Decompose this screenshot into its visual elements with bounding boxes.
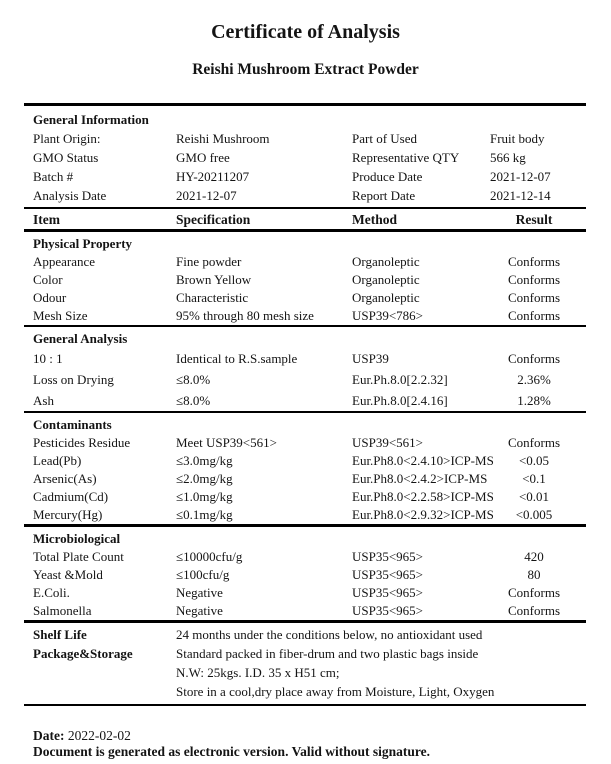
table-row [33, 289, 586, 307]
table-row [33, 602, 586, 620]
result-cell: 2.36% [517, 372, 551, 387]
item-cell: Color [33, 272, 63, 287]
specification-cell: Meet USP39<561> [176, 435, 277, 450]
info-label: Produce Date [352, 169, 423, 184]
section-general-analysis [0, 348, 611, 411]
specification-cell: ≤0.1mg/kg [176, 507, 233, 522]
table-row [33, 548, 586, 566]
specification-cell: Negative [176, 585, 223, 600]
item-cell: Salmonella [33, 603, 92, 618]
specification-cell: ≤2.0mg/kg [176, 471, 233, 486]
section-heading-physical-property: Physical Property [33, 236, 133, 251]
table-row [33, 253, 586, 271]
date-value: 2022-02-02 [67, 728, 131, 743]
table-row [33, 307, 586, 325]
specification-cell: ≤10000cfu/g [176, 549, 243, 564]
method-cell: USP35<965> [352, 585, 424, 600]
info-value: 2021-12-14 [490, 188, 551, 203]
item-cell: 10 : 1 [33, 351, 63, 366]
table-row [33, 506, 586, 524]
storage-value: Standard packed in fiber-drum and two plastic bags inside [176, 646, 479, 661]
table-row [33, 434, 586, 452]
specification-cell: ≤1.0mg/kg [176, 489, 233, 504]
result-cell: Conforms [508, 603, 560, 618]
method-cell: Organoleptic [352, 290, 420, 305]
column-header-result: Result [515, 212, 553, 227]
item-cell: Yeast &Mold [33, 567, 103, 582]
storage-row [33, 663, 586, 682]
specification-cell: ≤8.0% [176, 372, 211, 387]
method-cell: Eur.Ph8.0<2.9.32>ICP-MS [352, 507, 494, 522]
method-cell: Eur.Ph8.0<2.2.58>ICP-MS [352, 489, 494, 504]
method-cell: USP39<786> [352, 308, 424, 323]
specification-cell: Characteristic [176, 290, 249, 305]
result-cell: Conforms [508, 272, 560, 287]
column-header-item: Item [33, 212, 60, 227]
section-physical-property [0, 253, 611, 325]
specification-cell: 95% through 80 mesh size [176, 308, 314, 323]
storage-label [33, 682, 176, 701]
result-cell: <0.05 [518, 453, 550, 468]
item-cell: Appearance [33, 254, 96, 269]
table-row [33, 390, 586, 411]
date-label: Date: [33, 728, 65, 743]
item-cell: Lead(Pb) [33, 453, 82, 468]
storage-row [33, 625, 586, 644]
info-row [33, 167, 586, 186]
result-cell: 1.28% [517, 393, 551, 408]
section-contaminants [0, 434, 611, 524]
specification-cell: Identical to R.S.sample [176, 351, 298, 366]
method-cell: Eur.Ph8.0<2.4.2>ICP-MS [352, 471, 488, 486]
info-label: Plant Origin: [33, 131, 101, 146]
method-cell: Eur.Ph8.0<2.4.10>ICP-MS [352, 453, 494, 468]
item-cell: Loss on Drying [33, 372, 114, 387]
info-value: Reishi Mushroom [176, 131, 270, 146]
table-row [33, 452, 586, 470]
storage-value: Store in a cool,dry place away from Moisture, Light, Oxygen [176, 684, 495, 699]
info-value: 2021-12-07 [490, 169, 551, 184]
specification-cell: ≤3.0mg/kg [176, 453, 233, 468]
result-cell: Conforms [508, 308, 560, 323]
column-header-specification: Specification [176, 212, 251, 227]
section-heading-general-analysis: General Analysis [33, 331, 128, 346]
result-cell: Conforms [508, 585, 560, 600]
info-row [33, 148, 586, 167]
date-line [33, 728, 611, 744]
result-cell: <0.01 [518, 489, 550, 504]
item-cell: Total Plate Count [33, 549, 124, 564]
result-cell: <0.1 [522, 471, 546, 486]
method-cell: Eur.Ph.8.0[2.2.32] [352, 372, 448, 387]
item-cell: Mesh Size [33, 308, 88, 323]
storage-value: 24 months under the conditions below, no antioxidant used [176, 627, 483, 642]
item-cell: Ash [33, 393, 54, 408]
result-cell: 420 [524, 549, 544, 564]
method-cell: USP35<965> [352, 567, 424, 582]
section-microbiological [0, 548, 611, 620]
item-cell: E.Coli. [33, 585, 70, 600]
info-label: GMO Status [33, 150, 99, 165]
info-value: Fruit body [490, 131, 545, 146]
item-cell: Arsenic(As) [33, 471, 97, 486]
storage-row [33, 682, 586, 701]
table-row [33, 271, 586, 289]
result-cell: Conforms [508, 435, 560, 450]
table-row [33, 584, 586, 602]
section-heading-general-information: General Information [33, 112, 149, 127]
page-title: Certificate of Analysis [211, 21, 400, 43]
item-cell: Pesticides Residue [33, 435, 131, 450]
table-header-row [33, 209, 586, 229]
info-row [33, 129, 586, 148]
info-value: GMO free [176, 150, 230, 165]
method-cell: Eur.Ph.8.0[2.4.16] [352, 393, 448, 408]
method-cell: Organoleptic [352, 254, 420, 269]
item-cell: Cadmium(Cd) [33, 489, 109, 504]
section-storage [0, 623, 611, 704]
table-row [33, 470, 586, 488]
table-row [33, 369, 586, 390]
method-cell: USP39<561> [352, 435, 424, 450]
specification-cell: ≤100cfu/g [176, 567, 230, 582]
electronic-version-note: Document is generated as electronic version. Valid without signature. [33, 744, 430, 759]
result-cell: Conforms [508, 351, 560, 366]
method-cell: Organoleptic [352, 272, 420, 287]
info-value: 2021-12-07 [176, 188, 237, 203]
product-name: Reishi Mushroom Extract Powder [192, 61, 419, 78]
storage-label: Shelf Life [33, 627, 87, 642]
info-label: Batch # [33, 169, 74, 184]
storage-row [33, 644, 586, 663]
result-cell: <0.005 [515, 507, 553, 522]
specification-cell: ≤8.0% [176, 393, 211, 408]
result-cell: Conforms [508, 254, 560, 269]
footer [33, 728, 611, 760]
info-label: Part of Used [352, 131, 417, 146]
table-row [33, 566, 586, 584]
specification-cell: Negative [176, 603, 223, 618]
result-cell: 80 [527, 567, 541, 582]
specification-cell: Brown Yellow [176, 272, 252, 287]
specification-cell: Fine powder [176, 254, 242, 269]
info-value: HY-20211207 [176, 169, 250, 184]
result-cell: Conforms [508, 290, 560, 305]
method-cell: USP39 [352, 351, 389, 366]
method-cell: USP35<965> [352, 549, 424, 564]
storage-label: Package&Storage [33, 646, 133, 661]
section-heading-contaminants: Contaminants [33, 417, 112, 432]
storage-label [33, 663, 176, 682]
info-label: Representative QTY [352, 150, 460, 165]
table-row [33, 348, 586, 369]
section-heading-microbiological: Microbiological [33, 531, 121, 546]
item-cell: Odour [33, 290, 67, 305]
table-row [33, 488, 586, 506]
info-row [33, 186, 586, 205]
storage-value: N.W: 25kgs. I.D. 35 x H51 cm; [176, 665, 340, 680]
divider [24, 704, 586, 706]
info-value: 566 kg [490, 150, 526, 165]
info-label: Report Date [352, 188, 416, 203]
info-label: Analysis Date [33, 188, 107, 203]
column-header-method: Method [352, 212, 397, 227]
item-cell: Mercury(Hg) [33, 507, 103, 522]
method-cell: USP35<965> [352, 603, 424, 618]
